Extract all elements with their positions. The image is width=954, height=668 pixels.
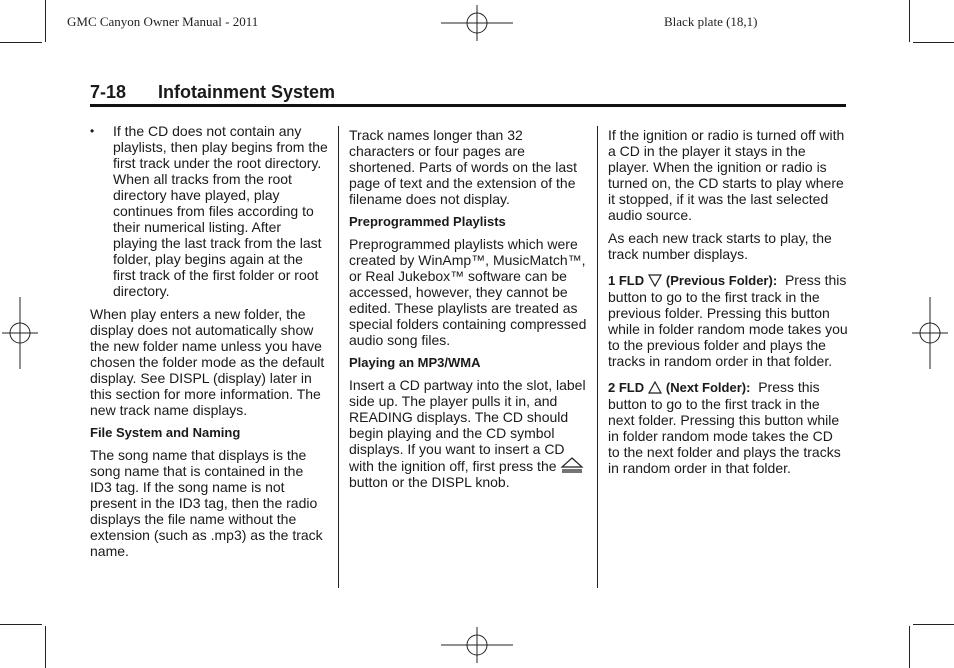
paragraph-next-folder (608, 379, 848, 476)
down-triangle-icon (648, 274, 662, 287)
column-2 (349, 121, 589, 497)
list-item (90, 123, 328, 299)
crop-mark (0, 624, 42, 625)
page-number: 7-18 (90, 82, 127, 102)
registration-mark-icon (441, 5, 513, 41)
plate-info: Black plate (18,1) (664, 14, 758, 29)
registration-mark-icon (2, 297, 38, 369)
section-title: Infotainment System (158, 82, 336, 102)
crop-mark (0, 42, 42, 43)
crop-mark (913, 624, 954, 625)
crop-mark (909, 0, 910, 42)
heading-playing: Playing an MP3/WMA (349, 355, 481, 370)
next-folder-label-num: 2 FLD (608, 380, 645, 395)
paragraph-song-name: The song name that displays is the song name that is contained in the ID3 tag. If the song name is not present in the ID3 tag, then the radio displays the file name without the extension (such as .mp3) as the track name. (90, 447, 323, 559)
paragraph-playing (349, 377, 589, 490)
column-3 (608, 121, 848, 483)
crop-mark (909, 626, 910, 668)
section-header (90, 80, 846, 107)
registration-mark-icon (441, 627, 513, 663)
prev-folder-text: Press this button to go to the first track in the previous folder. Pressing this button while in folder random mode takes you to the previous folder and plays the tracks in random order in that folder. (608, 272, 848, 369)
next-folder-label-name: (Next Folder): (665, 380, 751, 395)
crop-mark (45, 0, 46, 42)
bullet-text: If the CD does not contain any playlists, then play begins from the first track under the root directory. When all tracks from the root directory have played, play continues from files according to their numerical listing. After playing the last track from the last folder, play begins again at the first track of the first folder or root directory. (113, 123, 328, 299)
eject-icon (560, 457, 584, 473)
up-triangle-icon (648, 381, 662, 394)
bullet-icon: • (90, 124, 95, 138)
paragraph-playlists: Preprogrammed playlists which were created by WinAmp™, MusicMatch™, or Real Jukebox™ software can be accessed, however, they cannot be edited. These playlists are treated as special folders containing compressed audio song files. (349, 236, 587, 348)
paragraph-track-starts: As each new track starts to play, the track number displays. (608, 230, 832, 262)
paragraph-playing-end: button or the DISPL knob. (349, 474, 510, 490)
paragraph-ignition: If the ignition or radio is turned off with a CD in the player it stays in the player. When the ignition or radio is turned on, the CD starts to play where it stopped, if it was the last selected audio source. (608, 127, 845, 223)
next-folder-text: Press this button to go to the first track in the next folder. Pressing this button while in folder random mode takes the CD to the next folder and plays the tracks in random order in that folder. (608, 379, 841, 476)
manual-title: GMC Canyon Owner Manual - 2011 (67, 14, 259, 29)
prev-folder-label-name: (Previous Folder): (665, 273, 778, 288)
paragraph-playing-start: Insert a CD partway into the slot, label side up. The player pulls it in, and READING displays. The CD should begin playing and the CD symbol displays. If you want to insert a CD with the ignition off, first press the (349, 377, 586, 474)
column-divider (597, 126, 598, 588)
crop-mark (45, 626, 46, 668)
heading-playlists: Preprogrammed Playlists (349, 214, 506, 229)
column-divider (338, 126, 339, 588)
paragraph-prev-folder (608, 272, 848, 369)
paragraph-folder: When play enters a new folder, the display does not automatically show the new folder name unless you have chosen the folder mode as the default display. See DISPL (display) later in this section for more information. The new track name displays. (90, 306, 325, 418)
crop-mark (913, 42, 954, 43)
registration-mark-icon (912, 297, 948, 369)
heading-file-system: File System and Naming (90, 425, 241, 440)
paragraph-track-names: Track names longer than 32 characters or four pages are shortened. Parts of words on the last page of text and the extension of the filename does not display. (349, 127, 578, 207)
prev-folder-label-num: 1 FLD (608, 273, 645, 288)
column-1 (90, 121, 328, 566)
